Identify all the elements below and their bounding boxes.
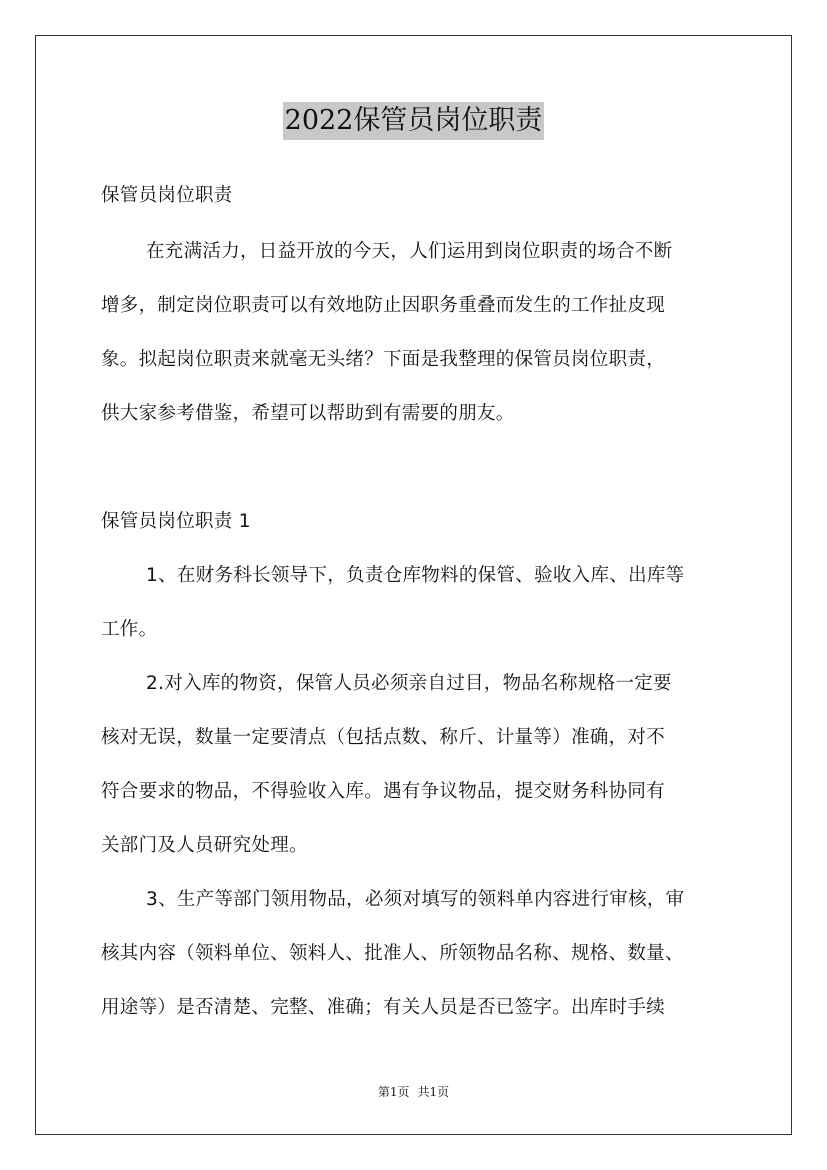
intro-line-3: 象。拟起岗位职责来就毫无头绪？下面是我整理的保管员岗位职责， bbox=[101, 349, 666, 370]
page-number: 第1页 bbox=[377, 1085, 410, 1099]
intro-line-2: 增多，制定岗位职责可以有效地防止因职务重叠而发生的工作扯皮现 bbox=[101, 295, 666, 316]
item2-line-2: 核对无误，数量一定要清点（包括点数、称斤、计量等）准确，对不 bbox=[101, 727, 666, 748]
page-footer bbox=[0, 1083, 827, 1100]
item2-line-4: 关部门及人员研究处理。 bbox=[101, 835, 308, 856]
item1-line-1: 1、在财务科长领导下，负责仓库物料的保管、验收入库、出库等 bbox=[146, 565, 685, 586]
section-heading: 保管员岗位职责 1 bbox=[101, 511, 251, 532]
page-total: 共1页 bbox=[417, 1085, 450, 1099]
document-title: 2022保管员岗位职责 bbox=[283, 102, 545, 140]
item3-line-1: 3、生产等部门领用物品，必须对填写的领料单内容进行审核，审 bbox=[146, 889, 685, 910]
item2-line-3: 符合要求的物品，不得验收入库。遇有争议物品，提交财务科协同有 bbox=[101, 781, 666, 802]
heading: 保管员岗位职责 bbox=[101, 185, 233, 206]
title-container bbox=[0, 102, 827, 140]
item3-line-2: 核其内容（领料单位、领料人、批准人、所领物品名称、规格、数量、 bbox=[101, 943, 684, 964]
item2-line-1: 2.对入库的物资，保管人员必须亲自过目，物品名称规格一定要 bbox=[146, 673, 672, 694]
item1-line-2: 工作。 bbox=[101, 619, 158, 640]
intro-line-1: 在充满活力，日益开放的今天，人们运用到岗位职责的场合不断 bbox=[146, 241, 673, 262]
intro-line-4: 供大家参考借鉴，希望可以帮助到有需要的朋友。 bbox=[101, 403, 515, 424]
item3-line-3: 用途等）是否清楚、完整、准确；有关人员是否已签字。出库时手续 bbox=[101, 997, 666, 1018]
